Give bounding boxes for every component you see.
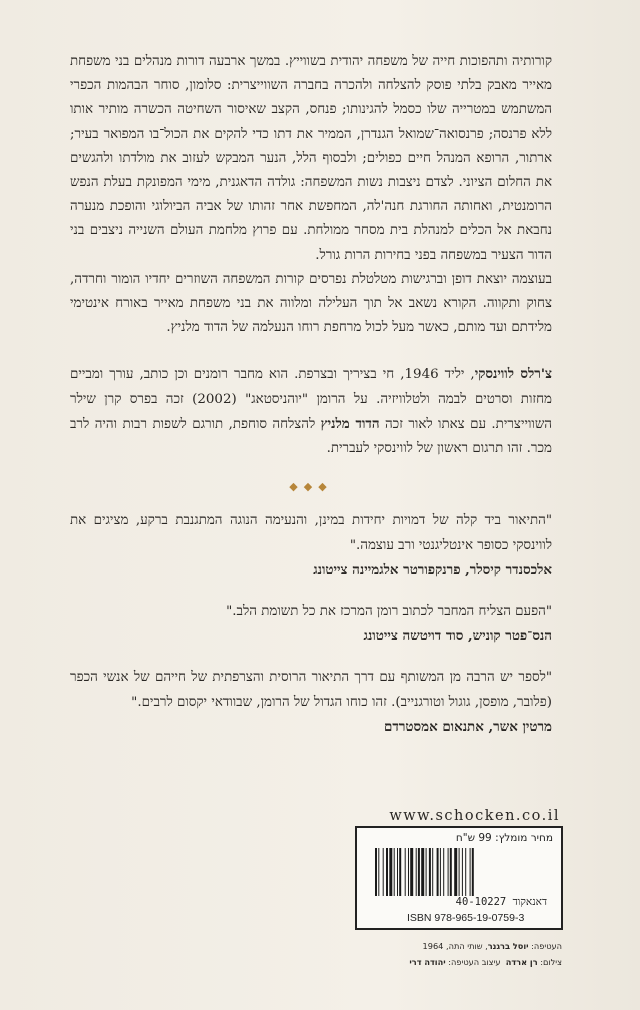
description-paragraph-2: בעוצמה יוצאת דופן וברגישות מטלטלת נפרסים קורות המשפחה השוזרים יחדיו הומור וחרדה, צחוק ותקווה. הקורא נשאב אל תוך העלילה ומלווה את בני משפחת מאייר באורח אינטימי מלידתם ועד מותם, כאשר מעל לכול מרחפת רוחו הנעלמה של הדוד מלניץ. [70,271,552,336]
review-quote-text: "התיאור ביד קלה של דמויות יחידות במינן, והנעימה הנוגה המתגנבת ברקע, מציגים את לווינסקי כסופר אינטליגנטי ורב עוצמה." [70,513,552,553]
review-quote-3 [70,666,552,739]
cover-credits [350,938,562,970]
ornament-divider: ◆◆◆ [289,480,333,494]
recommended-price: מחיר מומלץ: 99 ש"ח [455,832,553,844]
designer: יהודה דרי [409,957,446,967]
cover-art-credit: העטיפה: יוסל ברגנר, שותי התה, 1964 [422,941,562,951]
review-quote-2 [70,600,552,648]
book-title: הדוד מלניץ [320,415,380,432]
author-bio-text-a: , יליד 1946, חי בציריך ובצרפת. הוא מחבר רומנים וכן כותב, עורך ומביים מחזות וסרטים לבמה ולטלוויזיה. על הרומן "יוהניסטאג" (2002) זכה בפרס קרן שילר השווייצרית. עם צאתו לאור זכה [70,367,553,432]
barcode-box [355,826,563,930]
barcode-bars [375,848,547,896]
review-quote-source: מרטין אשר, אתנאום אמסטרדם [384,718,552,735]
review-quote-text: "הפעם הצליח המחבר לכתוב רומן המרכז את כל תשומת הלב." [226,604,552,620]
author-name: צ'רלס לווינסקי [474,366,552,383]
author-bio [70,362,552,461]
author-bio-text-b: להצלחה סוחפת, תורגם לשפות רבות והיה לרב מכר. זהו תרגום ראשון של לווינסקי לעברית. [70,416,552,457]
isbn-number: ISBN 978-965-19-0759-3 [407,912,525,924]
publisher-website[interactable]: www.schocken.co.il [389,808,560,824]
description-paragraph-1: קורותיה ותהפוכות חייה של משפחה יהודית בשווייץ. במשך ארבעה דורות מנהלים בני משפחת מאייר מאבק בלתי פוסק להצלחה ולהכרה בחברה השווייצרית: סלומון, סוחר הבהמות הכפרי המשתמש במטרייה שלו כסמל להגינותו; פנחס, הקצב שאיסור השחיטה הכשרה מותיר אותו ללא פרנסה; פרנסואה־שמואל הגנדרן, הממיר את דתו כדי להקים את הכול־בו המפואר בעיר; ארתור, הרופא המנהל חיים כפולים; ולבסוף הלל, הנער המבקש לעזוב את מולדתו ולהגשים את החלום הציוני. לצדם ניצבות נשות המשפחה: גולדה הדאגנית, מימי המפונקת בעלת הנפש הרומנטית, ואחותה החורגת חנה'לה, המחפשת אחר זהותו של אביה הביולוגי והופכת מנערה נחבאת אל הכלים למנהלת בית מסחר ממולחת. עם פרוץ מלחמת העולם השנייה ניצבים בני הדור הצעיר במשפחה בפני בחירות הרות גורל. [70,54,552,263]
photo-design-credit: צילום: רן ארדה עיצוב העטיפה: יהודה דרי [409,957,562,967]
photographer: רן ארדה [505,957,538,967]
back-cover-text [70,50,552,739]
review-quote-1 [70,509,552,582]
review-quote-source: אלכסנדר קיסלר, פרנקפורטר אלגמיינה צייטונג [313,561,552,578]
cover-artist: יוסל ברגנר [487,941,529,951]
review-quote-source: הנס־פטר קוניש, סוד דויטשה צייטונג [363,628,552,645]
review-quote-text: "לספר יש הרבה מן המשותף עם דרך התיאור הרוסית והצרפתית של חייהם של אנשי הכפר (פלובר, מופסן, גוגול וטורגנייב). זהו כוחו הגדול של הרומן, שבוודאי יקסום לרבים." [70,670,552,710]
barcode-number: דאנאקוד 40-10227 [455,896,547,908]
